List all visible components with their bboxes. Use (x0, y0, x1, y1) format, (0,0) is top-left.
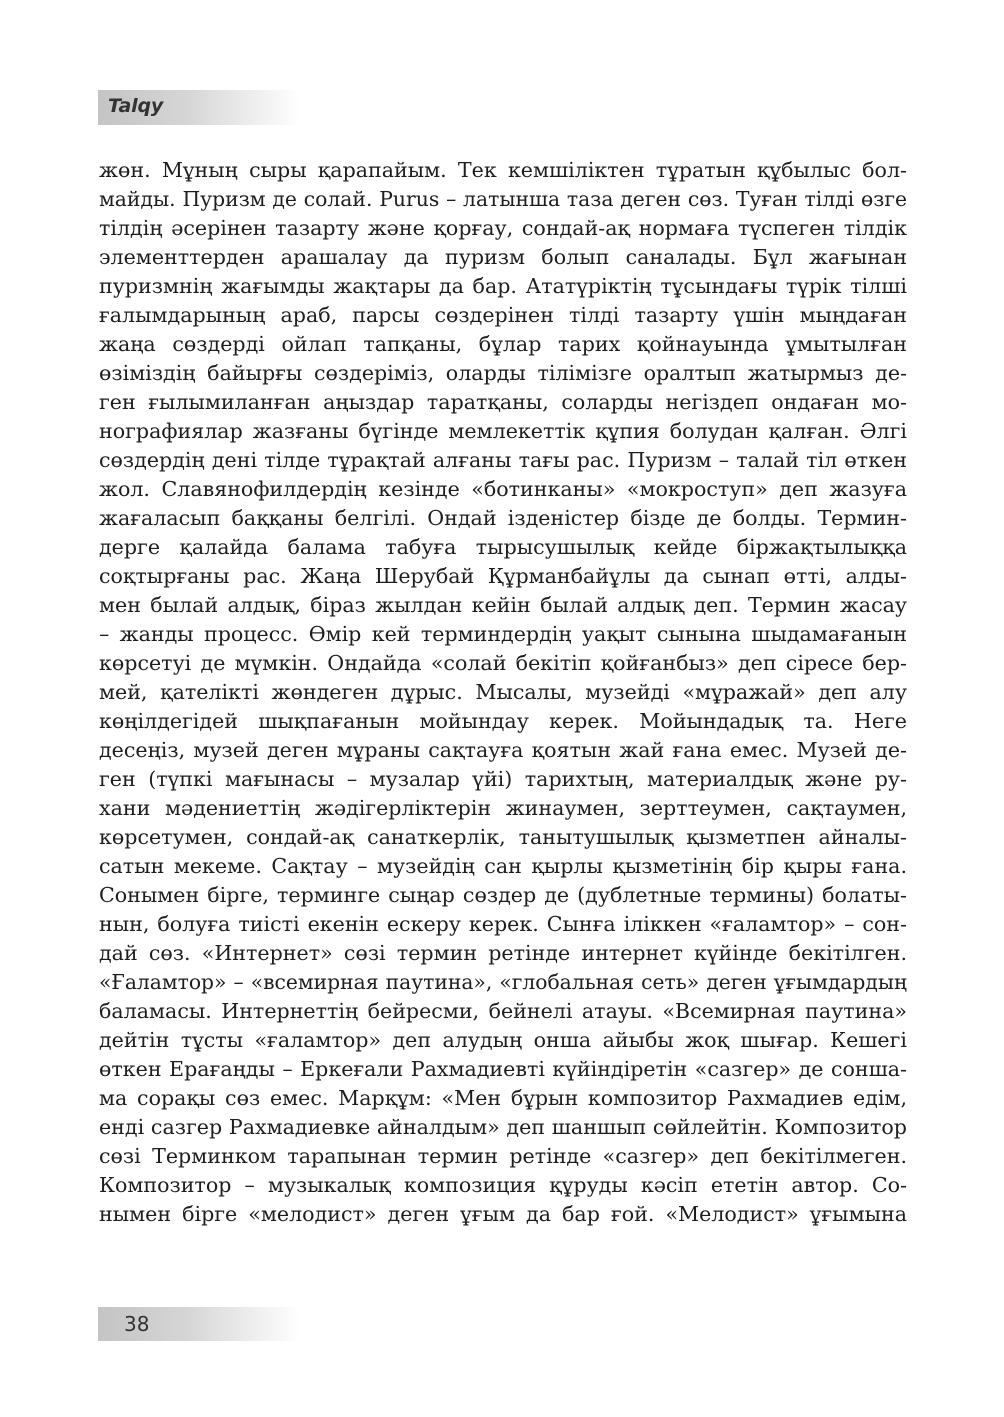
page-number: 38 (124, 1312, 150, 1336)
text-line: сөздердің дені тілде тұрақтай алғаны тағы рас. Пуризм – талай тіл өткен (99, 448, 907, 472)
text-line: – жанды процесс. Өмір кей терминдердің уақыт сынына шыдамағанын (99, 622, 907, 646)
text-line: хани мәдениеттің жәдігерліктерін жинаумен, зерттеумен, сақтаумен, (99, 796, 907, 820)
text-line: нографиялар жазғаны бүгінде мемлекеттік құпия болудан қалған. Әлгі (99, 419, 907, 443)
text-line: нымен бірге «мелодист» деген ұғым да бар ғой. «Мелодист» ұғымына (99, 1202, 907, 1226)
text-line: мен былай алдық, біраз жылдан кейін былай алдық деп. Термин жасау (99, 593, 907, 617)
text-line: дай сөз. «Интернет» сөзі термин ретінде интернет күйінде бекітілген. (99, 941, 907, 965)
text-line: сөзі Терминком тарапынан термин ретінде «сазгер» деп бекітілмеген. (99, 1144, 907, 1168)
text-line: тілдің әсерінен тазарту және қорғау, сондай-ақ нормаға түспеген тілдік (99, 216, 907, 240)
text-line: пуризмнің жағымды жақтары да бар. Ататүріктің тұсындағы түрік тілші (99, 274, 907, 298)
body-text (99, 156, 907, 1229)
text-line: мей, қателікті жөндеген дұрыс. Мысалы, музейді «мұражай» деп алу (99, 680, 907, 704)
text-line: жөн. Мұның сыры қарапайым. Тек кемшіліктен тұратын құбылыс бол- (99, 158, 907, 182)
text-line: өзіміздің байырғы сөздеріміз, оларды тілімізге оралтып жатырмыз де- (99, 361, 907, 385)
text-line: Композитор – музыкалық композиция құруды кәсіп ететін автор. Со- (99, 1173, 907, 1197)
text-line: өткен Ерағаңды – Еркеғали Рахмадиевті күйіндіретін «сазгер» де сонша- (99, 1057, 907, 1081)
text-line: көңілдегідей шықпағанын мойындау керек. Мойындадық та. Неге (99, 709, 907, 733)
running-header-title: Talqy (108, 95, 164, 117)
text-line: көрсетумен, сондай-ақ санаткерлік, танытушылық қызметпен айналы- (99, 825, 907, 849)
text-line: ма сорақы сөз емес. Марқұм: «Мен бұрын композитор Рахмадиев едім, (99, 1086, 907, 1110)
text-line: элементтерден арашалау да пуризм болып саналады. Бұл жағынан (99, 245, 907, 269)
text-line: майды. Пуризм де солай. Purus – латынша таза деген сөз. Туған тілді өзге (99, 187, 907, 211)
text-line: десеңіз, музей деген мұраны сақтауға қоятын жай ғана емес. Музей де- (99, 738, 907, 762)
text-line: ген (түпкі мағынасы – музалар үйі) тарихтың, материалдық және ру- (99, 767, 907, 791)
text-line: дейтін тұсты «ғаламтор» деп алудың онша айыбы жоқ шығар. Кешегі (99, 1028, 907, 1052)
text-line: «Ғаламтор» – «всемирная паутина», «глобальная сеть» деген ұғымдардың (99, 970, 907, 994)
text-line: Сонымен бірге, терминге сыңар сөздер де (дублетные термины) болаты- (99, 883, 907, 907)
text-line: жағаласып баққаны белгілі. Ондай ізденістер бізде де болды. Термин- (99, 506, 907, 530)
text-line: дерге қалайда балама табуға тырысушылық кейде біржақтылыққа (99, 535, 907, 559)
text-line: сатын мекеме. Сақтау – музейдің сан қырлы қызметінің бір қыры ғана. (99, 854, 907, 878)
text-line: соқтырғаны рас. Жаңа Шерубай Құрманбайұлы да сынап өтті, алды- (99, 564, 907, 588)
page-footer (98, 1307, 300, 1341)
text-line: жол. Славянофилдердің кезінде «ботинканы» «мокроступ» деп жазуға (99, 477, 907, 501)
text-line: ғалымдарының араб, парсы сөздерінен тілді тазарту үшін мыңдаған (99, 303, 907, 327)
text-line: баламасы. Интернеттің бейресми, бейнелі атауы. «Всемирная паутина» (99, 999, 907, 1023)
text-line: енді сазгер Рахмадиевке айналдым» деп шаншып сөйлейтін. Композитор (99, 1115, 907, 1139)
running-header (98, 90, 300, 125)
text-line: нын, болуға тиісті екенін ескеру керек. Сынға іліккен «ғаламтор» – сон- (99, 912, 907, 936)
text-line: көрсетуі де мүмкін. Ондайда «солай бекітіп қойғанбыз» деп сіресе бер- (99, 651, 907, 675)
text-line: жаңа сөздерді ойлап тапқаны, бұлар тарих қойнауында ұмытылған (99, 332, 907, 356)
text-line: ген ғылымиланған аңыздар таратқаны, соларды негіздеп ондаған мо- (99, 390, 907, 414)
